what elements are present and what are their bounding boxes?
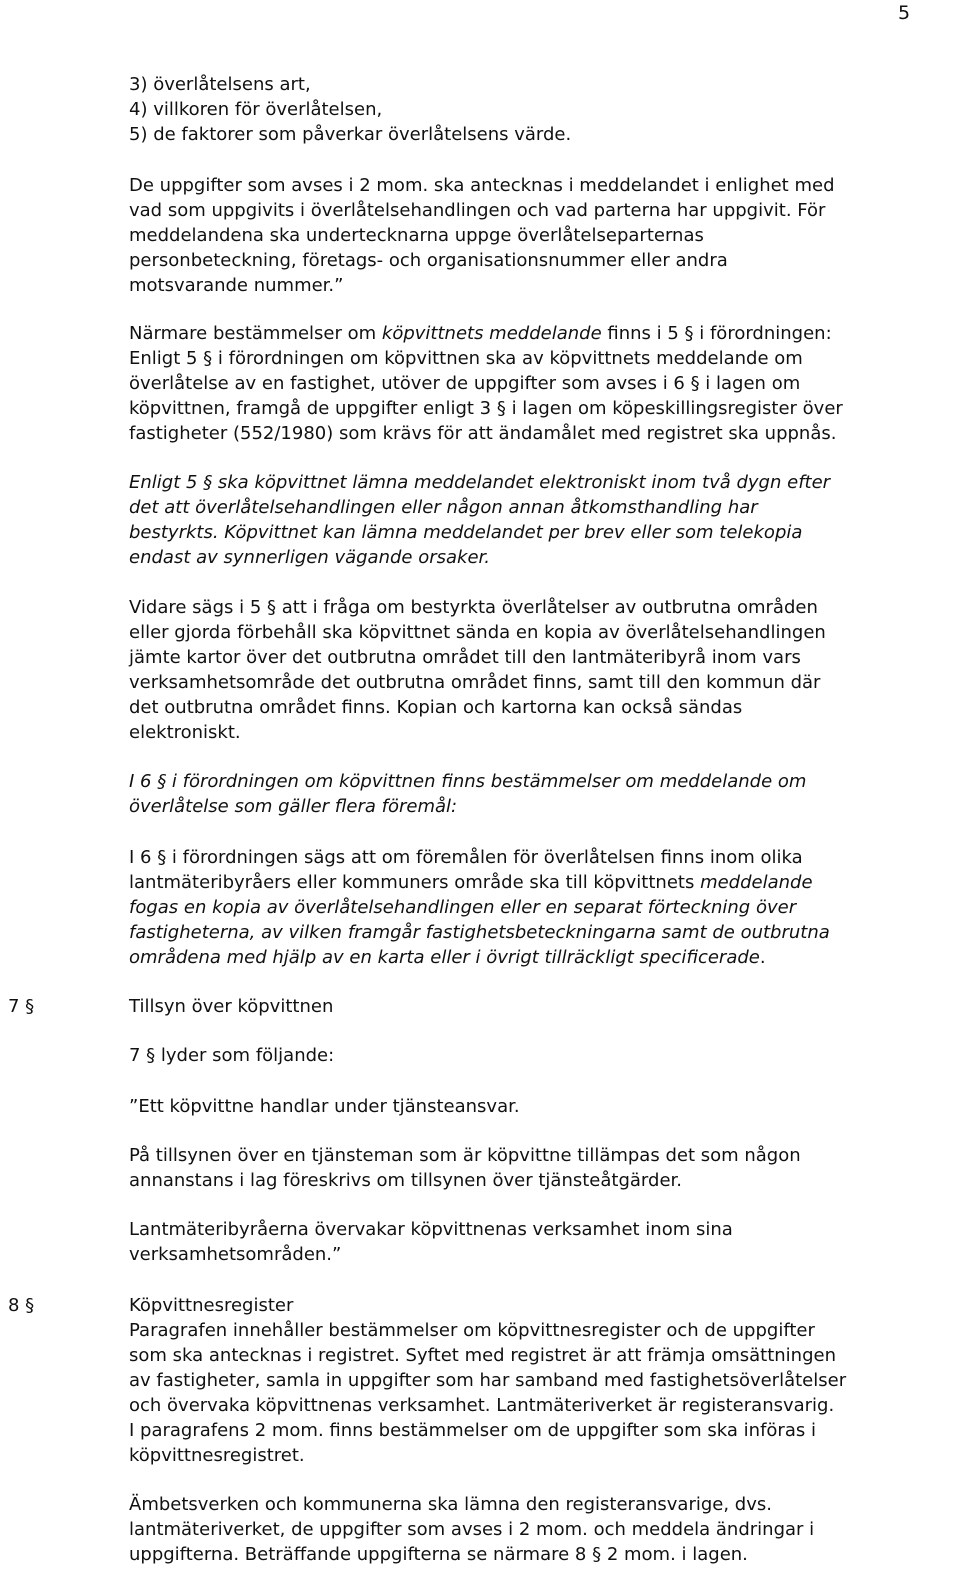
text-line: Ämbetsverken och kommunerna ska lämna den registeransvarige, dvs. <box>129 1494 772 1515</box>
text-span: finns i 5 § i förordningen: <box>601 323 832 344</box>
text-line: ”Ett köpvittne handlar under tjänsteansvar. <box>129 1096 520 1117</box>
section7-quote-2 <box>129 1143 954 1193</box>
text-line: verksamhetsområde det outbrutna området finns, samt till den kommun där <box>129 672 821 693</box>
paragraph-i-6-body <box>129 845 954 970</box>
text-line: det att överlåtelsehandlingen eller någon annan åtkomsthandling har <box>129 497 758 518</box>
text-line: Enligt 5 § i förordningen om köpvittnen ska av köpvittnets meddelande om <box>129 348 803 369</box>
text-line: som ska antecknas i registret. Syftet med registret är att främja omsättningen <box>129 1345 836 1366</box>
text-line <box>129 321 954 346</box>
text-line: Lantmäteribyråerna övervakar köpvittnenas verksamhet inom sina <box>129 1219 733 1240</box>
text-line: köpvittnesregistret. <box>129 1445 305 1466</box>
text-line: verksamhetsområden.” <box>129 1244 342 1265</box>
text-line: 7 § lyder som följande: <box>129 1045 335 1066</box>
text-line <box>129 945 954 970</box>
italic-term: meddelande <box>700 872 813 893</box>
text-line: fogas en kopia av överlåtelsehandlingen eller en separat förteckning över <box>129 897 797 918</box>
text-line: I paragrafens 2 mom. finns bestämmelser om de uppgifter som ska införas i <box>129 1420 816 1441</box>
text-line: De uppgifter som avses i 2 mom. ska antecknas i meddelandet i enlighet med <box>129 175 835 196</box>
text-line: överlåtelse som gäller flera föremål: <box>129 796 458 817</box>
list-item: 5) de faktorer som påverkar överlåtelsens värde. <box>129 124 572 145</box>
section7-intro <box>129 1043 954 1068</box>
text-line: På tillsynen över en tjänsteman som är köpvittne tillämpas det som någon <box>129 1145 801 1166</box>
paragraph-enligt-5 <box>129 470 954 570</box>
text-line: fastigheterna, av vilken framgår fastighetsbeteckningarna samt de outbrutna <box>129 922 830 943</box>
text-line: Vidare sägs i 5 § att i fråga om bestyrkta överlåtelser av outbrutna områden <box>129 597 818 618</box>
paragraph-vidare <box>129 595 954 745</box>
text-line: I 6 § i förordningen sägs att om föremålen för överlåtelsen finns inom olika <box>129 847 803 868</box>
text-span: . <box>759 947 766 968</box>
section7-quote-3 <box>129 1217 954 1267</box>
text-line: uppgifterna. Beträffande uppgifterna se närmare 8 § 2 mom. i lagen. <box>129 1544 748 1565</box>
numbered-list <box>129 72 954 147</box>
section7-quote-1 <box>129 1094 954 1119</box>
paragraph-i-6-heading <box>129 769 954 819</box>
section-title: Tillsyn över köpvittnen <box>129 996 334 1017</box>
section-number: 8 § <box>8 1295 35 1316</box>
paragraph-uppgifter <box>129 173 954 298</box>
text-line: personbeteckning, företags- och organisationsnummer eller andra <box>129 250 728 271</box>
text-line: Enligt 5 § ska köpvittnet lämna meddelandet elektroniskt inom två dygn efter <box>129 472 831 493</box>
italic-term: områdena med hjälp av en karta eller i övrigt tillräckligt specificerade <box>129 947 760 968</box>
page-number: 5 <box>898 2 911 24</box>
text-line: vad som uppgivits i överlåtelsehandlingen och vad parterna har uppgivit. För <box>129 200 826 221</box>
text-span: lantmäteribyråers eller kommuners område ska till köpvittnets <box>129 872 701 893</box>
section-number: 7 § <box>8 996 35 1017</box>
text-line <box>129 870 954 895</box>
list-item: 4) villkoren för överlåtelsen, <box>129 99 383 120</box>
text-line: det outbrutna området finns. Kopian och kartorna kan också sändas <box>129 697 743 718</box>
section8-body <box>129 1293 954 1468</box>
text-span: Närmare bestämmelser om <box>129 323 382 344</box>
text-line: eller gjorda förbehåll ska köpvittnet sända en kopia av överlåtelsehandlingen <box>129 622 826 643</box>
text-line: endast av synnerligen vägande orsaker. <box>129 547 491 568</box>
italic-term: köpvittnets meddelande <box>381 323 602 344</box>
text-line: lantmäteriverket, de uppgifter som avses i 2 mom. och meddela ändringar i <box>129 1519 815 1540</box>
text-line: motsvarande nummer.” <box>129 275 344 296</box>
text-line: fastigheter (552/1980) som krävs för att ändamålet med registret ska uppnås. <box>129 423 837 444</box>
list-item: 3) överlåtelsens art, <box>129 74 311 95</box>
paragraph-narmare-bestammelser <box>129 321 954 446</box>
text-line: och övervaka köpvittnenas verksamhet. Lantmäteriverket är registeransvarig. <box>129 1395 835 1416</box>
text-line: meddelandena ska undertecknarna uppge överlåtelseparternas <box>129 225 704 246</box>
text-line: bestyrkts. Köpvittnet kan lämna meddelandet per brev eller som telekopia <box>129 522 803 543</box>
text-line: annanstans i lag föreskrivs om tillsynen över tjänsteåtgärder. <box>129 1170 682 1191</box>
text-line: Paragrafen innehåller bestämmelser om köpvittnesregister och de uppgifter <box>129 1320 815 1341</box>
text-line: köpvittnen, framgå de uppgifter enligt 3 § i lagen om köpeskillingsregister över <box>129 398 843 419</box>
text-line: elektroniskt. <box>129 722 241 743</box>
section-title: Köpvittnesregister <box>129 1295 294 1316</box>
section8-body-2 <box>129 1492 954 1567</box>
text-line: jämte kartor över det outbrutna området till den lantmäteribyrå inom vars <box>129 647 801 668</box>
text-line: I 6 § i förordningen om köpvittnen finns bestämmelser om meddelande om <box>129 771 807 792</box>
text-line: av fastigheter, samla in uppgifter som har samband med fastighetsöverlåtelser <box>129 1370 847 1391</box>
text-line: överlåtelse av en fastighet, utöver de uppgifter som avses i 6 § i lagen om <box>129 373 801 394</box>
